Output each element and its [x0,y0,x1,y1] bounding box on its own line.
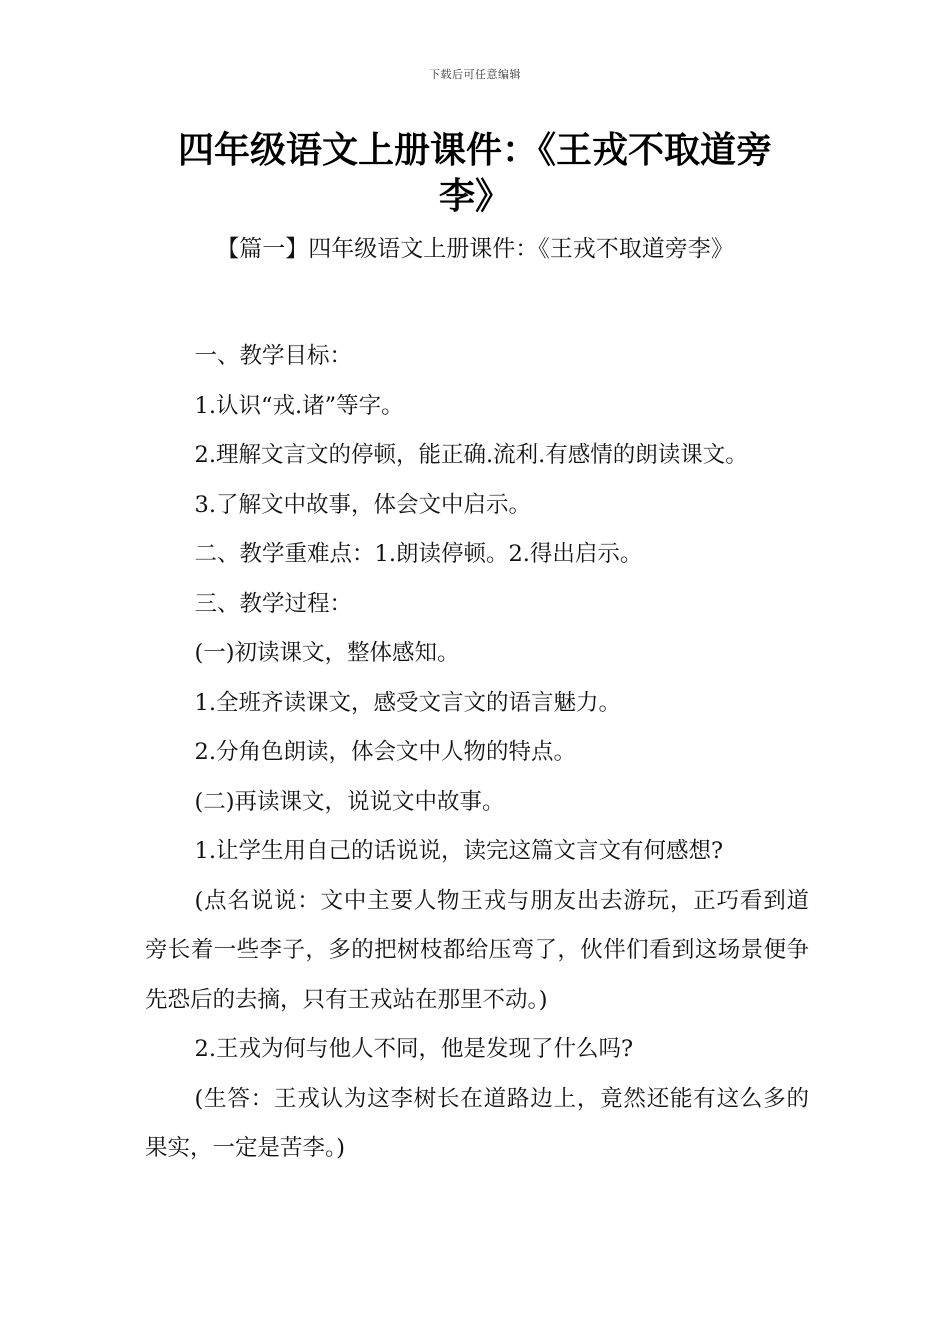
document-title [150,128,800,220]
paragraph-objectives-heading: 一、教学目标： [194,343,353,369]
title-line-2: 李》 [438,176,511,217]
paragraph-step-1-item-2: 2.分角色朗读，体会文中人物的特点。 [194,739,576,765]
paragraph-process-heading: 三、教学过程： [194,590,353,617]
paragraph-step-1-item-1: 1.全班齐读课文，感受文言文的语言魅力。 [194,689,621,716]
paragraph-objective-1: 1.认识“戎.诸”等字。 [194,392,404,419]
document-subtitle: 【篇一】四年级语文上册课件：《王戎不取道旁李》 [216,236,734,262]
paragraph-step-2-item-1: 1.让学生用自己的话说说，读完这篇文言文有何感想? [194,838,724,864]
paragraph-step-1-heading: (一)初读课文，整体感知。 [194,640,460,666]
paragraph-objective-2: 2.理解文言文的停顿，能正确.流利.有感情的朗读课文。 [194,442,748,468]
document-body [145,332,809,1174]
header-note: 下载后可任意编辑 [429,68,521,81]
paragraph-step-2-heading: (二)再读课文，说说文中故事。 [194,788,505,815]
paragraph-key-points: 二、教学重难点：1.朗读停顿。2.得出启示。 [194,541,643,567]
paragraph-step-2-answer-1: (点名说说：文中主要人物王戎与朋友出去游玩，正巧看到道旁长着一些李子，多的把树枝都给压弯了，伙伴们看到这场景便争先恐后的去摘，只有王戎站在那里不动。) [145,887,809,1013]
paragraph-objective-3: 3.了解文中故事，体会文中启示。 [194,491,531,518]
paragraph-step-2-answer-2: (生答：王戎认为这李树长在道路边上，竟然还能有这么多的果实，一定是苦李。) [145,1085,809,1161]
paragraph-step-2-item-2: 2.王戎为何与他人不同，他是发现了什么吗? [194,1036,634,1062]
title-line-1: 四年级语文上册课件：《王戎不取道旁 [177,130,772,171]
